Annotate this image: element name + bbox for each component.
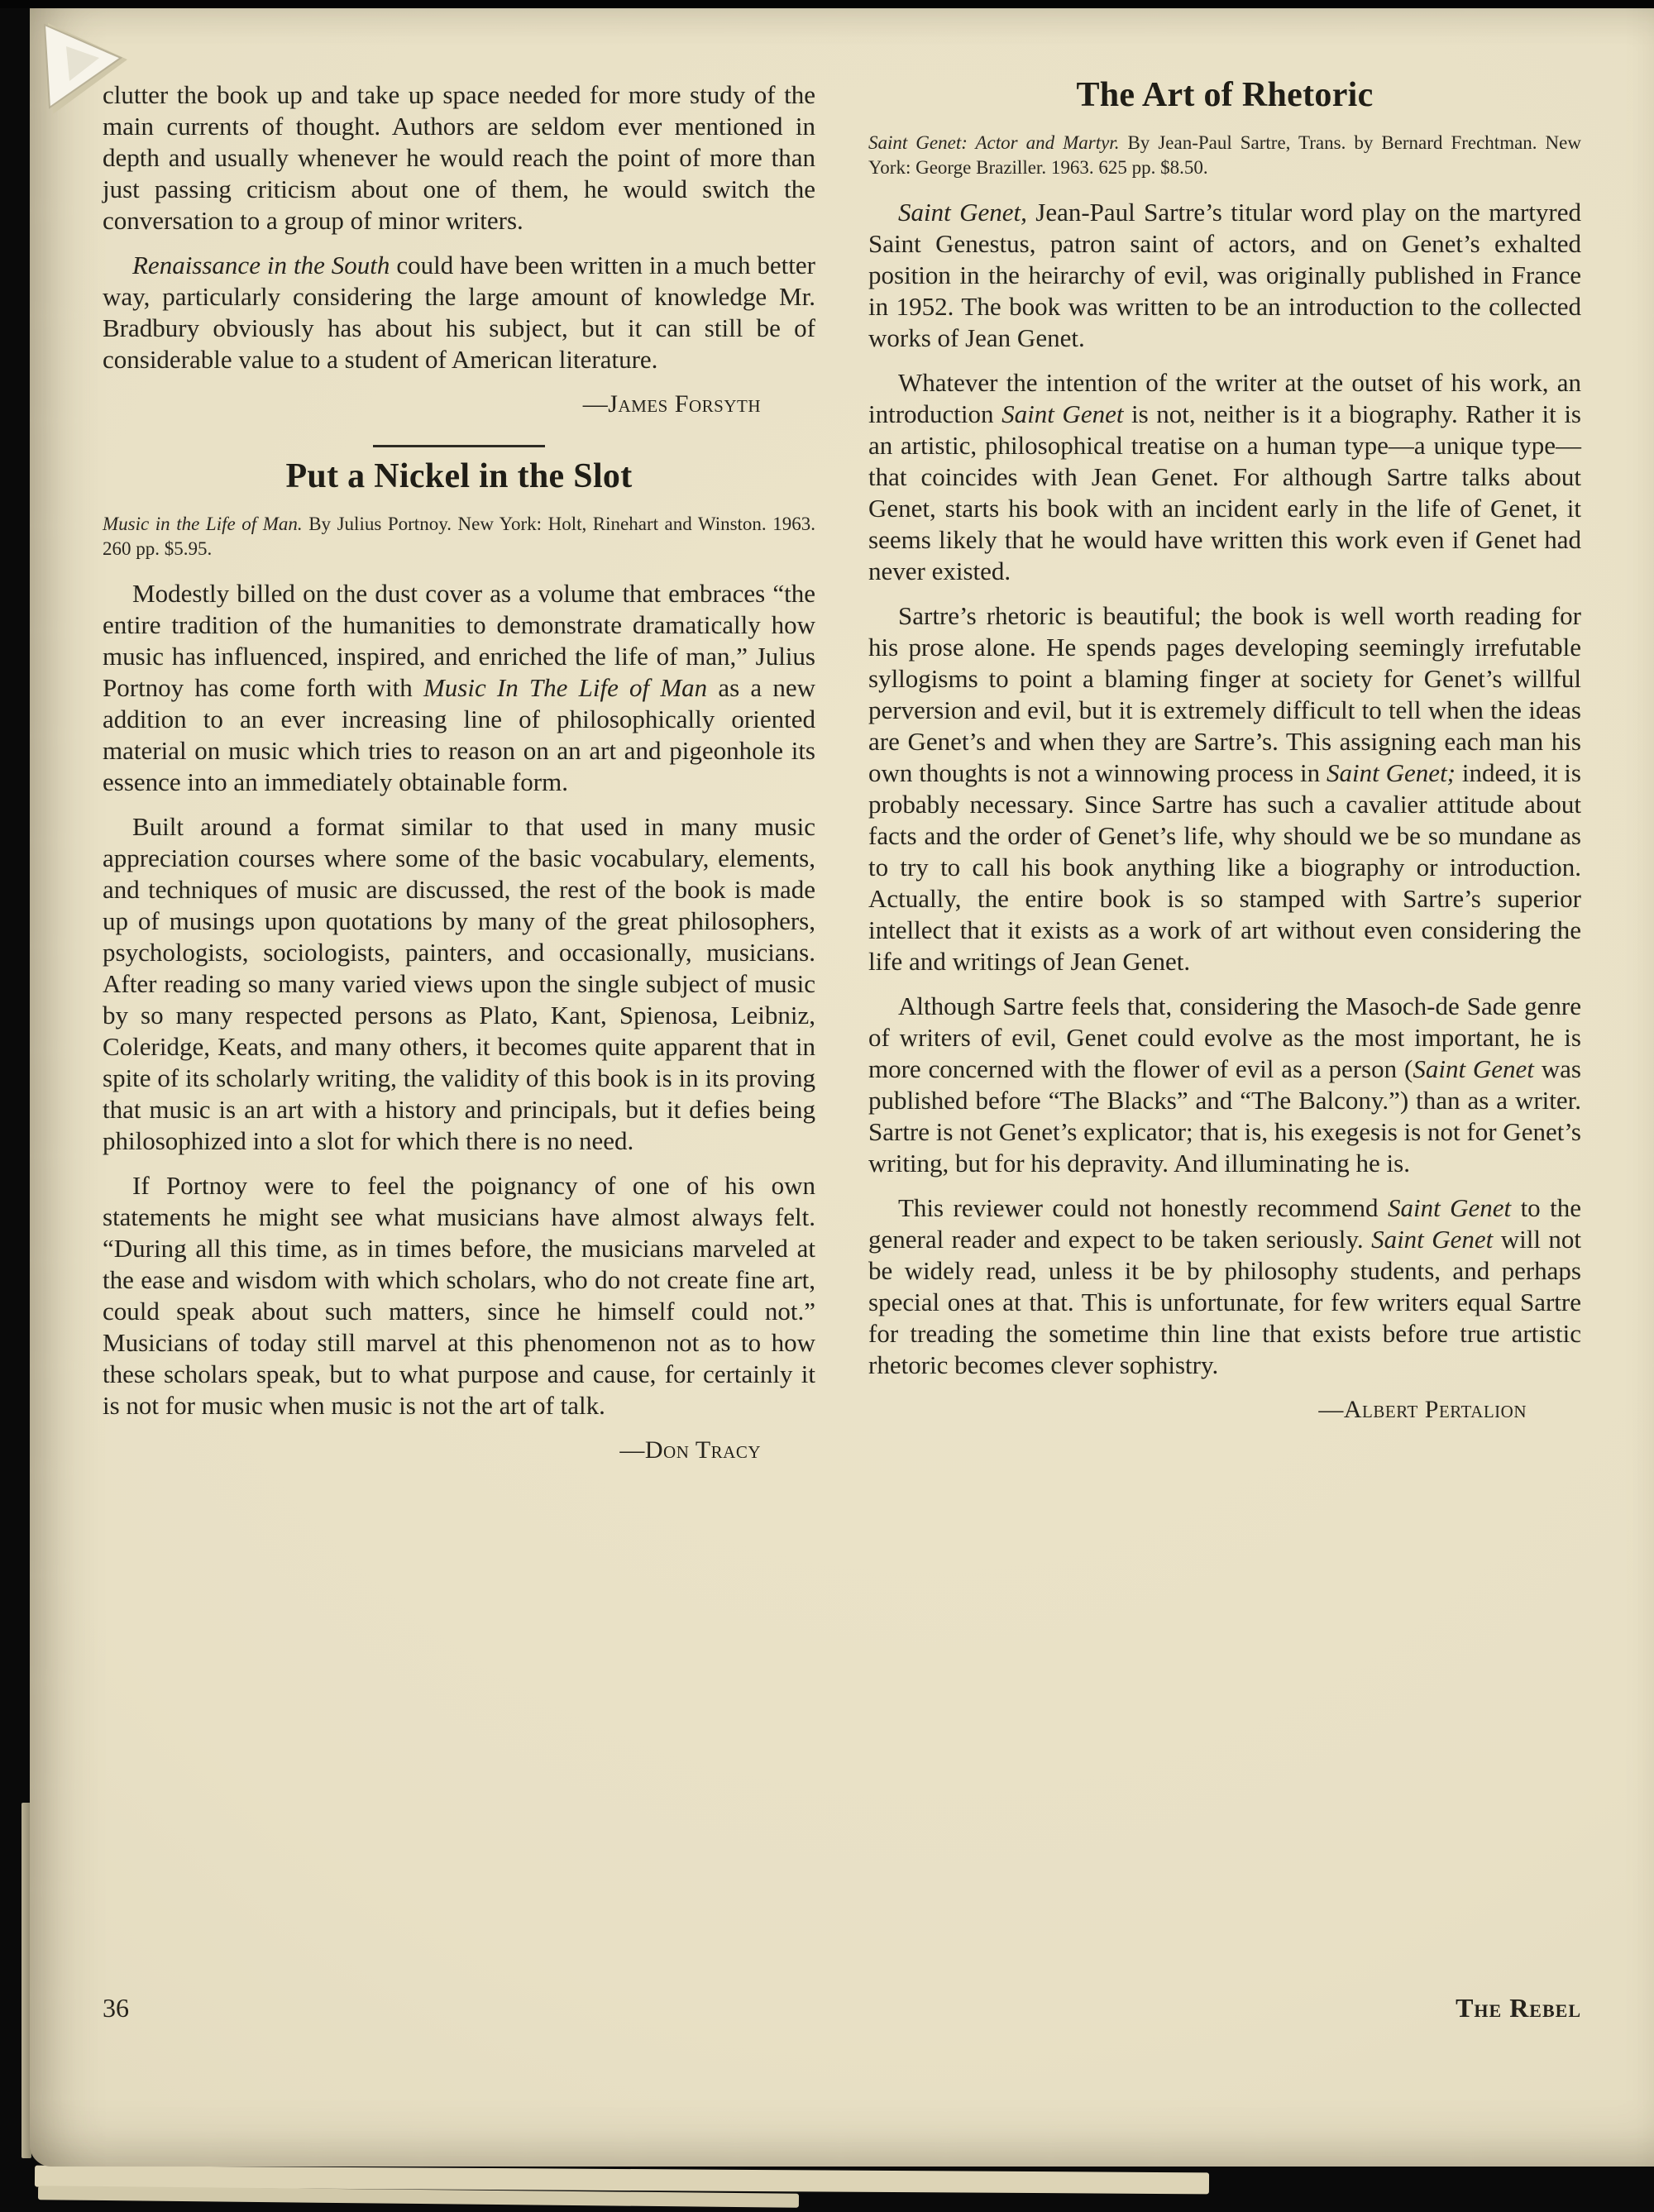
scan-top-edge — [0, 0, 1654, 8]
paper — [30, 8, 1654, 2167]
section-divider — [373, 445, 545, 447]
paragraph: Modestly billed on the dust cover as a volume that embraces “the entire tradition of the humanities to demonstrate dramatically how music has influenced, inspired, and enriched the life of man,” Julius Portnoy has come forth with Music In The Life of Man as a new addition to an ever increasing line of philosophically oriented material on music which tries to reason on an art and pigeonhole its essence into an immediately obtainable form. — [103, 579, 815, 796]
journal-name: The Rebel — [1456, 1993, 1581, 2023]
paragraph: Saint Genet, Jean-Paul Sartre’s titular word play on the martyred Saint Genestus, patron saint of actors, and on Genet’s exhalted position in the heirarchy of evil, was originally published in France in 1952. The book was written to be an introduction to the collected works of Jean Genet. — [868, 198, 1581, 352]
paragraph: Whatever the intention of the writer at the outset of his work, an introduction Saint Genet is not, neither is it a biography. Rather it is an artistic, philosophical treatise on a human type—a unique type—that coincides with Jean Genet. For although Sartre talks about Genet, starts his book with an incident early in the life of Genet, it seems likely that he would have written this work even if Genet had never existed. — [868, 368, 1581, 585]
paragraph: Although Sartre feels that, considering the Masoch-de Sade genre of writers of evil, Genet could evolve as the most important, he is more concerned with the flower of evil as a person (Saint Genet was published before “The Blacks” and “The Balcony.”) than as a writer. Sartre is not Genet’s explicator; that is, his exegesis is not for Genet’s writing, but for his depravity. And illuminating he is. — [868, 991, 1581, 1178]
right-column — [868, 76, 1582, 1478]
paragraph: Built around a format similar to that used in many music appreciation courses where some of the basic vocabulary, elements, and techniques of music are discussed, the rest of the book is made up of musings upon quotations by many of the great philosophers, psychologists, sociologists, painters, and occasionally, musicians. After reading so many varied views upon the single subject of music by so many respected persons as Plato, Kant, Spienosa, Leibniz, Coleridge, Keats, and many others, it becomes quite apparent that in spite of its scholarly writing, the validity of this book is in its proving that music is an art with a history and principals, but it defies being philosophized into a slot for which there is no need. — [103, 812, 815, 1155]
paragraph: clutter the book up and take up space needed for more study of the main currents of thought. Authors are seldom ever mentioned in depth and usually whenever he would reach the point of more than just passing criticism about one of them, he would switch the conversation to a group of minor writers. — [103, 80, 815, 235]
page-content — [103, 76, 1582, 1478]
left-column — [103, 79, 815, 1478]
citation: Saint Genet: Actor and Martyr. By Jean-Paul Sartre, Trans. by Bernard Frechtman. New York: George Braziller. 1963. 625 pp. $8.50. — [868, 132, 1581, 178]
paragraph: If Portnoy were to feel the poignancy of one of his own statements he might see what musicians have almost always felt. “During all this time, as in times before, the musicians marveled at the ease and wisdom with which scholars, who do not create fine art, could speak about such matters, since he himself could not.” Musicians of today still marvel at this phenomenon not as to how these scholars speak, but to what purpose and cause, for certainly it is not for music when music is not the art of talk. — [103, 1171, 815, 1420]
byline: —Don Tracy — [619, 1436, 761, 1464]
byline: —James Forsyth — [582, 390, 761, 418]
page-number: 36 — [103, 1993, 129, 2023]
review-title: Put a Nickel in the Slot — [285, 457, 633, 495]
byline: —Albert Pertalion — [1318, 1396, 1527, 1423]
paragraph: Renaissance in the South could have been written in a much better way, particularly considering the large amount of knowledge Mr. Bradbury obviously has about his subject, but it can still be of considerable value to a student of American literature. — [103, 251, 815, 374]
page-footer — [103, 1993, 1581, 2023]
paragraph: This reviewer could not honestly recommend Saint Genet to the general reader and expect to be taken seriously. Saint Genet will not be widely read, unless it be by philosophy students, and perhaps special ones at that. This is unfortunate, for few writers equal Sartre for treading the sometime thin line that exists before true artistic rhetoric becomes clever sophistry. — [868, 1193, 1582, 1379]
review-title: The Art of Rhetoric — [1076, 76, 1374, 114]
paragraph: Sartre’s rhetoric is beautiful; the book is well worth reading for his prose alone. He spends pages developing seemingly irrefutable syllogisms to point a blaming finger at society for Genet’s willful perversion and evil, but it is extremely difficult to tell when the ideas are Genet’s and when they are Sartre’s. This assigning each man his own thoughts is not a winnowing process in Saint Genet; indeed, it is probably necessary. Since Sartre has such a cavalier attitude about facts and the order of Genet’s life, why should we be so mundane as to try to call his book anything like a biography or introduction. Actually, the entire book is so stamped with Sartre’s superior intellect that it exists as a work of art without even considering the life and writings of Jean Genet. — [868, 601, 1581, 976]
citation: Music in the Life of Man. By Julius Portnoy. New York: Holt, Rinehart and Winston. 1963. 260 pp. $5.95. — [103, 514, 816, 559]
